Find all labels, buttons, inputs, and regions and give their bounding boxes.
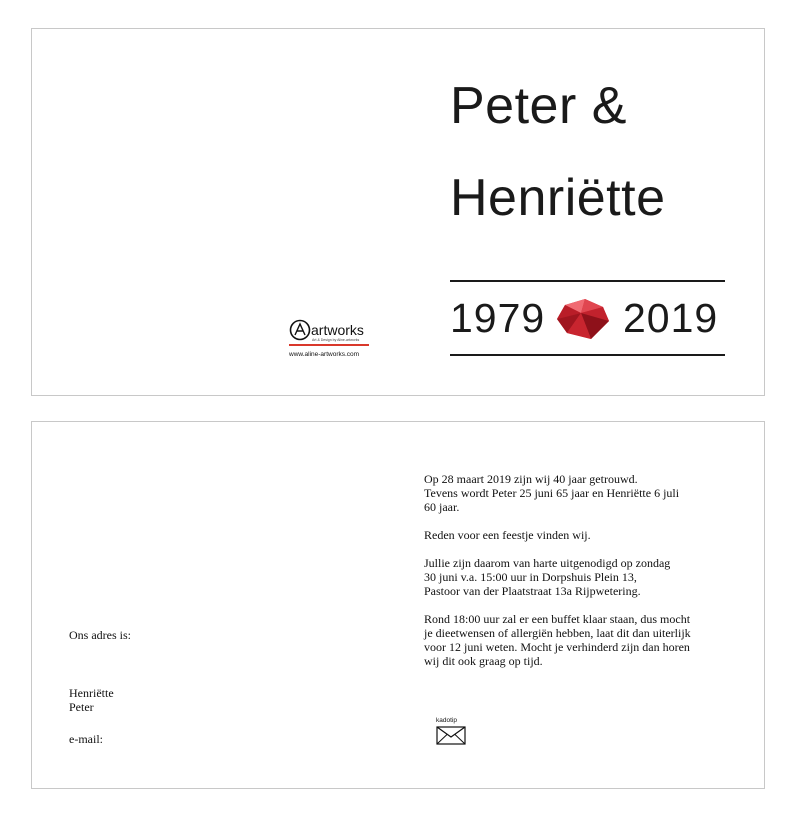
invite-line: Pastoor van der Plaatstraat 13a Rijpwetering.: [424, 584, 641, 598]
address-name-1: Henriëtte: [69, 686, 114, 700]
invitation-text: [424, 472, 691, 682]
kadotip-label: kadotip: [436, 717, 457, 724]
invite-paragraph: [424, 612, 691, 668]
invite-line: 30 juni v.a. 15:00 uur in Dorpshuis Plein 13,: [424, 570, 637, 584]
address-name-2: Peter: [69, 700, 94, 714]
invite-line: 60 jaar.: [424, 500, 460, 514]
invitation-front-card: [31, 28, 765, 396]
invite-line: je dieetwensen of allergiën hebben, laat dit dan uiterlijk: [424, 626, 691, 640]
invite-paragraph: [424, 528, 691, 542]
artworks-logo-icon: [289, 319, 311, 341]
invite-line: Tevens wordt Peter 25 juni 65 jaar en Henriëtte 6 juli: [424, 486, 680, 500]
logo-accent-bar: [289, 344, 369, 346]
envelope-icon: [436, 726, 466, 745]
title-line-1: Peter &: [450, 77, 627, 135]
invite-line: voor 12 juni weten. Mocht je verhinderd zijn dan horen: [424, 640, 690, 654]
year-start: 1979: [450, 295, 546, 341]
invite-paragraph: [424, 556, 691, 598]
address-label: Ons adres is:: [69, 628, 131, 642]
title-line-2: Henriëtte: [450, 169, 666, 227]
divider-bottom: [450, 354, 725, 356]
invite-line: wij dit ook graag op tijd.: [424, 654, 543, 668]
artworks-logo: [289, 319, 369, 361]
invite-line: Rond 18:00 uur zal er een buffet klaar staan, dus mocht: [424, 612, 691, 626]
email-label: e-mail:: [69, 732, 103, 746]
ruby-gem-icon: [555, 297, 611, 341]
logo-tagline: Art & Design by Aline-artworks: [312, 338, 360, 342]
logo-name: artworks: [311, 322, 364, 338]
invite-paragraph: [424, 472, 691, 514]
year-end: 2019: [623, 295, 719, 341]
divider-top: [450, 280, 725, 282]
logo-url[interactable]: www.aline-artworks.com: [289, 351, 360, 358]
invite-line: Jullie zijn daarom van harte uitgenodigd op zondag: [424, 556, 671, 570]
invite-line: Reden voor een feestje vinden wij.: [424, 528, 591, 542]
invitation-back-card: [31, 421, 765, 789]
invite-line: Op 28 maart 2019 zijn wij 40 jaar getrouwd.: [424, 472, 638, 486]
